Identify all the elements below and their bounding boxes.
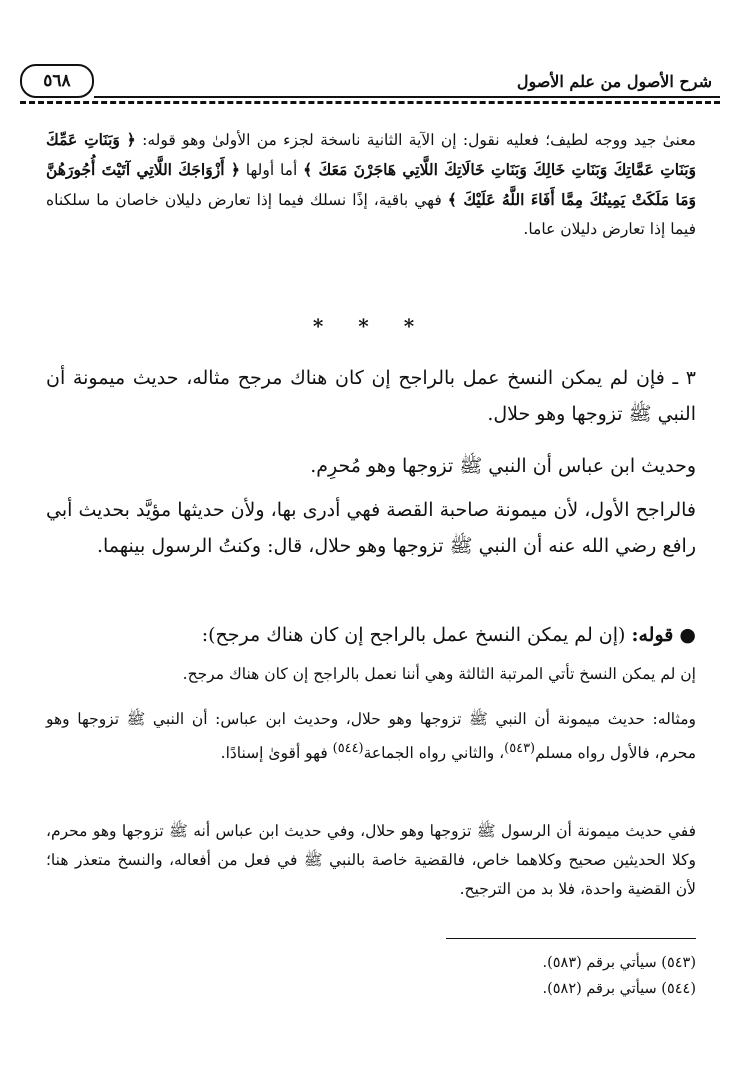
page-header [20, 62, 720, 104]
intro-text-middle: أما أولها [239, 161, 304, 179]
rule-three-paragraph: ٣ ـ فإن لم يمكن النسخ عمل بالراجح إن كان هناك مرجح مثاله، حديث ميمونة أن النبي ﷺ تزوجها وهو حلال. [46, 367, 696, 425]
intro-text-start: معنىٰ جيد ووجه لطيف؛ فعليه نقول: إن الآية الثانية ناسخة لجزء من الأولىٰ وهو قوله: [135, 131, 696, 149]
footnote: (٥٤٤) سيأتي برقم (٥٨٢). [542, 981, 696, 997]
commentary-text: ومثاله: حديث ميمونة أن النبي ﷺ تزوجها وهو حلال، وحديث ابن عباس: أن النبي ﷺ تزوجها وهو محرم، فالأول رواه مسلم [46, 710, 696, 763]
header-rule [94, 96, 720, 98]
quran-verse: ﴿ وَبَنَاتِ عَمِّكَ وَبَنَاتِ عَمَّاتِكَ وَبَنَاتِ خَالِكَ وَبَنَاتِ خَالَاتِكَ اللَّاتِي هَاجَرْنَ مَعَكَ ﴾ [46, 130, 696, 179]
qawluh-label: قوله: [631, 624, 674, 646]
footnote-ref: (٥٤٣) [504, 741, 536, 756]
preferred-paragraph: فالراجح الأول، لأن ميمونة صاحبة القصة فهي أدرى بها، ولأن حديثها مؤيَّد بحديث أبي رافع رضي الله عنه أن النبي ﷺ تزوجها وهو حلال، قال: وكنتُ الرسول بينهما. [46, 499, 696, 557]
commentary-text: فهو أقوىٰ إسنادًا. [220, 744, 333, 763]
footnote: (٥٤٣) سيأتي برقم (٥٨٣). [542, 955, 696, 971]
page-number: ٥٦٨ [20, 64, 94, 98]
intro-text-end: فهي باقية، إذًا نسلك فيما إذا تعارض دليلان خاصان ما سلكناه فيما إذا تعارض دليلان عاما. [46, 191, 696, 238]
commentary-paragraph: ففي حديث ميمونة أن الرسول ﷺ تزوجها وهو حلال، وفي حديث ابن عباس أنه ﷺ تزوجها وهو محرم، وكلا الحديثين صحيح وكلاهما خاص، فالقضية خاصة بالنبي ﷺ في فعل من أفعاله، والنسخ متعذر هنا؛ لأن القضية واحدة، فلا بد من الترجيح. [46, 822, 696, 898]
intro-paragraph [46, 125, 696, 244]
commentary-paragraph [46, 705, 696, 768]
header-dashed-rule [20, 101, 720, 104]
commentary-text: ، والثاني رواه الجماعة [363, 744, 505, 763]
bullet-icon: ● [679, 624, 696, 646]
qawluh-paragraph [46, 617, 696, 653]
quran-verse: ﴿ أَزْوَاجَكَ اللَّاتِي آتَيْتَ أُجُورَهُنَّ وَمَا مَلَكَتْ يَمِينُكَ مِمَّا أَفَاءَ اللَّهُ عَلَيْكَ ﴾ [46, 160, 697, 209]
section-divider: * * * [312, 314, 429, 338]
qawluh-quote: (إن لم يمكن النسخ عمل بالراجح إن كان هناك مرجح): [201, 624, 632, 646]
commentary-paragraph: إن لم يمكن النسخ تأتي المرتبة الثالثة وهي أننا نعمل بالراجح إن كان هناك مرجح. [182, 665, 696, 683]
running-title: شرح الأصول من علم الأصول [516, 72, 712, 91]
footnote-rule [446, 938, 696, 939]
footnote-ref: (٥٤٤) [332, 741, 364, 756]
ibn-abbas-paragraph: وحديث ابن عباس أن النبي ﷺ تزوجها وهو مُحرِم. [310, 455, 696, 477]
